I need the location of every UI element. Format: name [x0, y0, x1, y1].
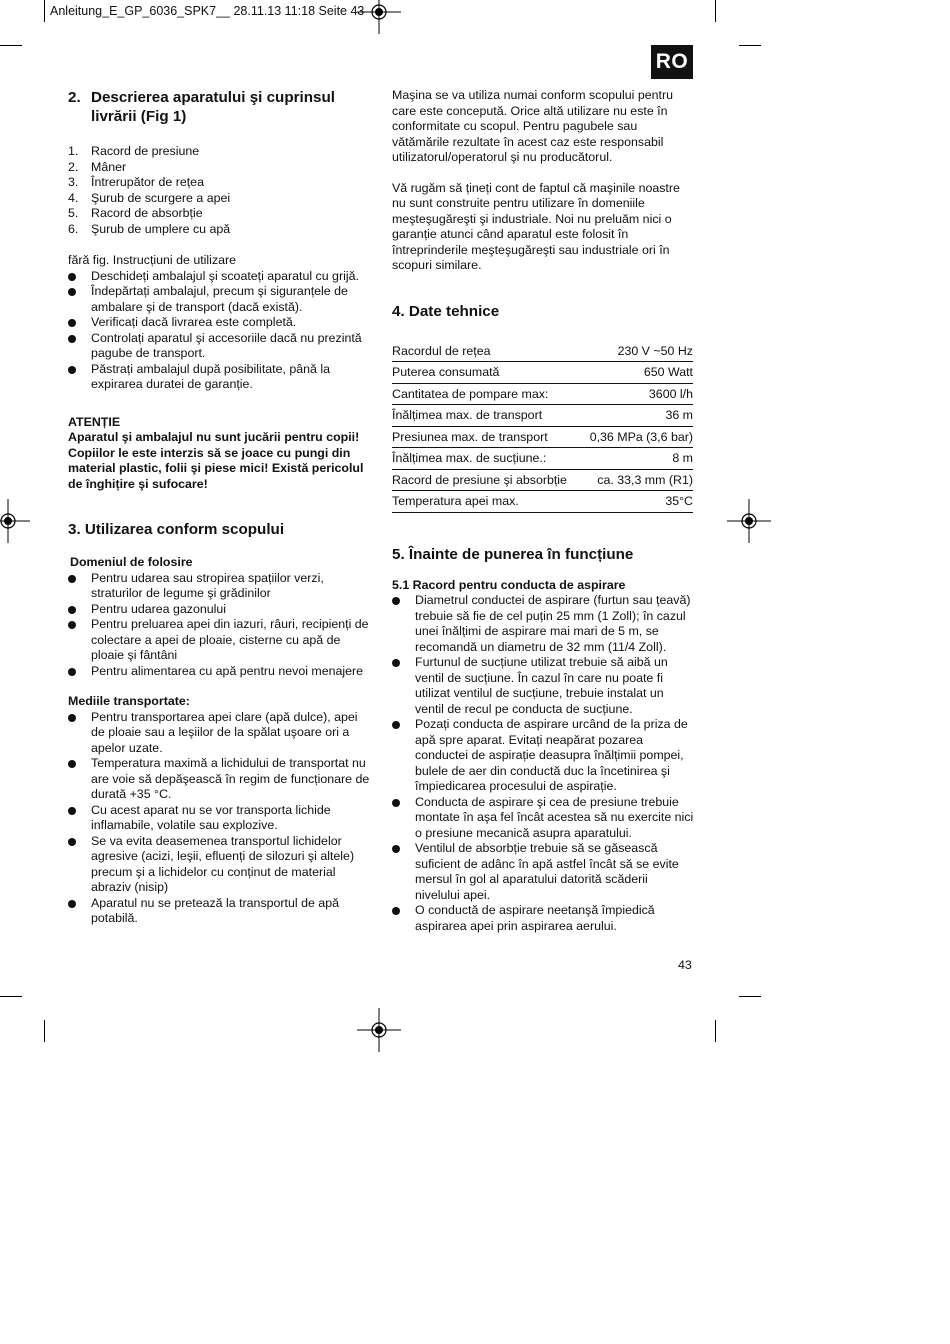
list-item — [68, 175, 370, 191]
paragraph: Maşina se va utiliza numai conform scopului pentru care este concepută. Orice altă utilizare nu este în conformitate cu scopul. Pentru pagubele sau vătămările rezultate în acest caz este responsabil utilizatorul/operatorul şi nu producătorul. — [392, 88, 673, 164]
item-number: 1. — [68, 144, 79, 158]
bullet-icon — [68, 668, 76, 676]
list-item — [68, 710, 370, 757]
item-number: 6. — [68, 221, 79, 236]
spec-value: 36 m — [581, 405, 693, 427]
spec-value: 0,36 MPa (3,6 bar) — [581, 426, 693, 448]
bullet-icon — [68, 807, 76, 815]
list-item — [68, 617, 370, 664]
bullet-icon — [68, 606, 76, 614]
list-item — [68, 269, 370, 285]
item-text: Aparatul nu se pretează la transportul de apă potabilă. — [91, 895, 339, 925]
spec-value: 650 Watt — [581, 362, 693, 384]
bullet-icon — [68, 838, 76, 846]
item-text: O conductă de aspirare neetanşă împiedică aspirarea apei prin aspirarea aerului. — [415, 903, 655, 933]
crop-mark — [44, 1020, 45, 1042]
list-item — [68, 571, 370, 602]
spec-label: Puterea consumată — [392, 362, 581, 384]
bullet-icon — [68, 273, 76, 281]
crop-mark — [0, 996, 22, 997]
item-text: Controlați aparatul şi accesoriile dacă nu prezintă pagube de transport. — [91, 330, 362, 360]
list-item — [68, 144, 370, 160]
bullet-icon — [392, 845, 400, 853]
item-text: Păstrați ambalajul după posibilitate, până la expirarea duratei de garanție. — [91, 361, 331, 391]
item-text: Pentru udarea gazonului — [91, 601, 227, 616]
bullet-icon — [68, 900, 76, 908]
registration-mark-icon — [357, 1008, 401, 1052]
bullet-icon — [68, 288, 76, 296]
bullet-icon — [68, 575, 76, 583]
spec-label: Cantitatea de pompare max: — [392, 383, 581, 405]
item-text: Îndepărtați ambalajul, precum şi siguranțele de ambalare şi de transport (dacă există). — [91, 284, 348, 314]
list-item — [68, 206, 370, 222]
crop-mark — [715, 0, 716, 22]
spec-value: 230 V ~50 Hz — [581, 341, 693, 362]
warning-text: Aparatul şi ambalajul nu sunt jucării pentru copii! Copiilor le este interzis să se joace cu pungi din material plastic, folii şi piese mici! Există pericolul de înghițire şi sufocare! — [68, 430, 364, 491]
bullet-icon — [68, 335, 76, 343]
domain-list — [68, 571, 370, 680]
item-label: Şurub de umplere cu apă — [91, 221, 231, 236]
table-row — [392, 469, 693, 491]
crop-mark — [44, 0, 45, 22]
spec-label: Înălțimea max. de sucțiune.: — [392, 448, 581, 470]
registration-mark-icon — [727, 499, 771, 543]
spec-value: 35°C — [581, 491, 693, 513]
bullet-icon — [68, 366, 76, 374]
item-text: Ventilul de absorbție trebuie să se găsească suficient de adânc în apă astfel încât să se evite mersul în gol al aparatului datorită scăderii nivelului apei. — [415, 841, 679, 902]
item-number: 2. — [68, 159, 79, 174]
right-column — [392, 88, 694, 934]
list-item — [68, 896, 370, 927]
item-text: Conducta de aspirare şi cea de presiune trebuie montate în aşa fel încât acestea să nu exercite nici o presiune mecanică asupra aparatului. — [415, 794, 694, 840]
item-text: Verificați dacă livrarea este completă. — [91, 315, 297, 329]
item-number: 4. — [68, 190, 79, 205]
print-slug: Anleitung_E_GP_6036_SPK7__ 28.11.13 11:18 Seite 43 — [50, 4, 365, 18]
specs-table — [392, 341, 693, 513]
crop-mark — [739, 996, 761, 997]
list-item — [68, 331, 370, 362]
section-title: Descrierea aparatului şi cuprinsul livrării (Fig 1) — [91, 89, 335, 125]
suction-list — [392, 593, 694, 934]
section-3-heading: 3. Utilizarea conform scopului — [68, 521, 285, 538]
list-item — [68, 284, 370, 315]
list-item — [68, 191, 370, 207]
table-row — [392, 448, 693, 470]
spec-value: 3600 l/h — [581, 383, 693, 405]
item-text: Pozați conducta de aspirare urcând de la priza de apă spre aparat. Evitați neapărat pozarea conductei de aspirație deasupra înălțimii pompei, bulele de aer din conductă duc la încetinirea şi împiedicarea procesului de aspirație. — [415, 717, 688, 793]
list-item — [68, 222, 370, 238]
list-item — [68, 803, 370, 834]
item-label: Întrerupător de rețea — [91, 175, 204, 189]
language-badge: RO — [651, 45, 693, 79]
media-heading: Mediile transportate: — [68, 694, 190, 708]
table-row — [392, 405, 693, 427]
bullet-icon — [392, 597, 400, 605]
bullet-icon — [392, 799, 400, 807]
note-text: fără fig. Instrucțiuni de utilizare — [68, 253, 237, 267]
spec-label: Racordul de rețea — [392, 341, 581, 362]
bullet-icon — [392, 907, 400, 915]
bullet-icon — [68, 760, 76, 768]
table-row — [392, 362, 693, 384]
list-item — [68, 160, 370, 176]
item-text: Temperatura maximă a lichidului de transportat nu are voie să depăşească în regim de funcționare de durată +35 °C. — [91, 756, 370, 801]
item-text: Pentru udarea sau stropirea spațiilor verzi, straturilor de legume şi grădinilor — [91, 570, 324, 600]
section-2-heading — [68, 88, 370, 126]
list-item — [68, 362, 370, 393]
item-number: 5. — [68, 206, 79, 220]
spec-label: Racord de presiune şi absorbție — [392, 469, 581, 491]
table-row — [392, 426, 693, 448]
left-column — [68, 88, 370, 927]
bullet-icon — [68, 714, 76, 722]
bullet-icon — [392, 659, 400, 667]
subsection-heading: 5.1 Racord pentru conducta de aspirare — [392, 577, 626, 592]
parts-list — [68, 144, 370, 237]
list-item — [392, 795, 694, 842]
crop-mark — [0, 45, 22, 46]
item-text: Furtunul de sucțiune utilizat trebuie să aibă un ventil de sucțiune. În cazul în care nu poate fi utilizat ventilul de sucțiune, trebuie instalat un ventil de recul pe conducta de sucțiune. — [415, 655, 668, 716]
item-number: 3. — [68, 175, 79, 189]
item-label: Racord de presiune — [91, 144, 200, 158]
registration-mark-icon — [0, 499, 30, 543]
item-text: Deschideți ambalajul şi scoateți aparatul cu grijă. — [91, 268, 359, 283]
warning-title: ATENȚIE — [68, 414, 121, 429]
page-number: 43 — [678, 958, 692, 972]
domain-heading: Domeniul de folosire — [70, 555, 193, 569]
list-item — [392, 717, 694, 795]
table-row — [392, 383, 693, 405]
unpacking-list — [68, 269, 370, 393]
bullet-icon — [68, 621, 76, 629]
list-item — [68, 664, 370, 680]
bullet-icon — [392, 721, 400, 729]
list-item — [68, 756, 370, 803]
item-label: Şurub de scurgere a apei — [91, 190, 231, 205]
table-row — [392, 341, 693, 362]
list-item — [392, 903, 694, 934]
item-text: Diametrul conductei de aspirare (furtun sau țeavă) trebuie să fie de cel puțin 25 mm (1 Zoll); în cazul unei înălțimi de aspirare mai mari de 5 m, se recomandă un diametru de 32 mm (11/4 Zoll). — [415, 593, 691, 654]
item-text: Pentru transportarea apei clare (apă dulce), apei de ploaie sau a leşiilor de la spălat uşoare ori a apelor uzate. — [91, 709, 358, 755]
item-label: Mâner — [91, 159, 127, 174]
spec-value: ca. 33,3 mm (R1) — [581, 469, 693, 491]
list-item — [392, 593, 694, 655]
item-label: Racord de absorbție — [91, 206, 203, 220]
paragraph: Vă rugăm să țineți cont de faptul că maşinile noastre nu sunt construite pentru utilizare în domeniile meşteşugăreşti şi industriale. Noi nu preluăm nici o garanție atunci când aparatul este folosit în întreprinderile meşteşugăreşti sau industriale ori în scopuri similare. — [392, 180, 680, 272]
list-item — [392, 655, 694, 717]
crop-mark — [715, 1020, 716, 1042]
spec-label: Presiunea max. de transport — [392, 426, 581, 448]
item-text: Pentru preluarea apei din iazuri, râuri, recipienți de colectare a apei de ploaie, cisterne cu apă de ploaie şi fântâni — [91, 617, 369, 662]
item-text: Pentru alimentarea cu apă pentru nevoi menajere — [91, 663, 364, 678]
section-number: 2. — [68, 89, 81, 106]
section-5-heading: 5. Înainte de punerea în funcțiune — [392, 545, 634, 563]
list-item — [392, 841, 694, 903]
item-text: Se va evita deasemenea transportul lichidelor agresive (acizi, leşii, efluenți de silozuri şi altele) precum şi a lichidelor cu conținut de material abraziv (nisip) — [91, 833, 355, 894]
table-row — [392, 491, 693, 513]
spec-label: Temperatura apei max. — [392, 491, 581, 513]
crop-mark — [739, 45, 761, 46]
bullet-icon — [68, 319, 76, 327]
spec-label: Înălțimea max. de transport — [392, 405, 581, 427]
media-list — [68, 710, 370, 927]
section-4-heading: 4. Date tehnice — [392, 302, 500, 320]
list-item — [68, 315, 370, 331]
item-text: Cu acest aparat nu se vor transporta lichide inflamabile, volatile sau explozive. — [91, 802, 331, 832]
list-item — [68, 602, 370, 618]
list-item — [68, 834, 370, 896]
spec-value: 8 m — [581, 448, 693, 470]
